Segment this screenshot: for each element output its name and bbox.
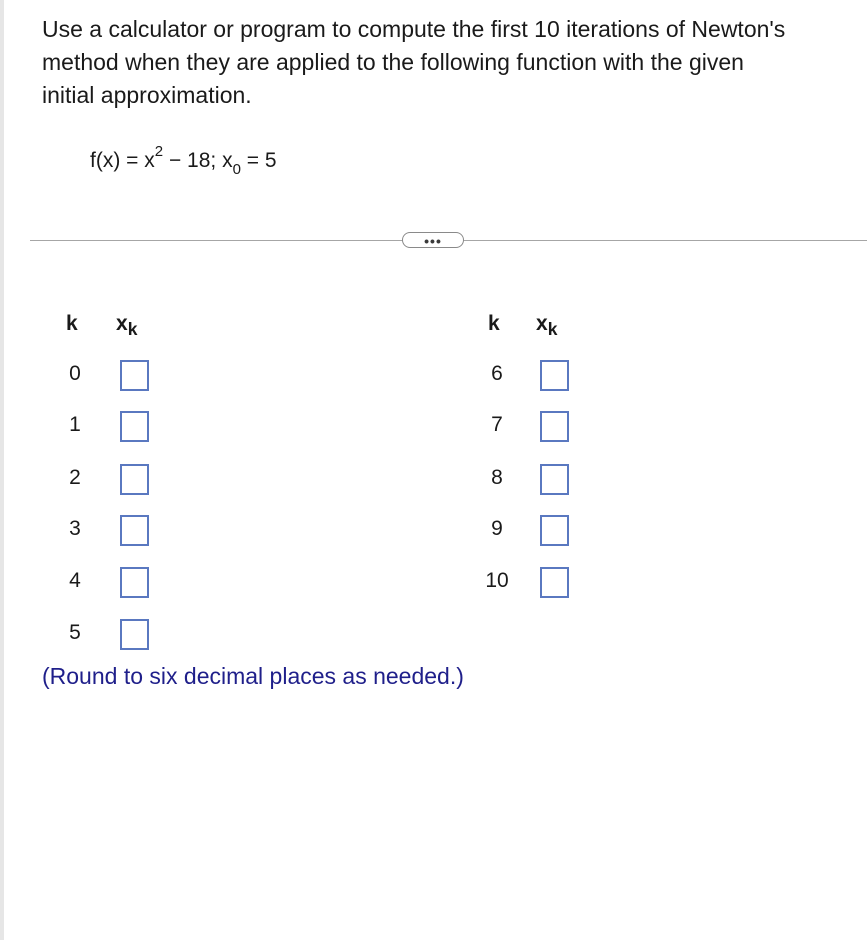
- xk-answer-input[interactable]: [120, 411, 149, 442]
- k-value: 10: [485, 569, 509, 592]
- xk-answer-input[interactable]: [120, 360, 149, 391]
- header-k-right: [488, 312, 500, 336]
- k-value: 5: [69, 621, 81, 644]
- header-x-subscript: k: [547, 319, 558, 340]
- xk-answer-input[interactable]: [120, 464, 149, 495]
- question-line: initial approximation.: [42, 82, 252, 108]
- xk-answer-input[interactable]: [540, 567, 569, 598]
- k-value: 1: [69, 413, 81, 436]
- formula-exponent: 2: [154, 143, 164, 160]
- xk-answer-input[interactable]: [540, 464, 569, 495]
- header-x-label: x: [536, 312, 548, 335]
- k-value: 2: [69, 466, 81, 489]
- rounding-hint: (Round to six decimal places as needed.): [42, 663, 464, 689]
- formula-rhs: = 5: [240, 149, 277, 172]
- function-formula: [90, 143, 277, 179]
- left-edge-strip: [0, 0, 4, 940]
- question-line: Use a calculator or program to compute the first 10 iterations of Newton's: [42, 16, 786, 42]
- k-value: 0: [69, 362, 81, 385]
- ellipsis-icon: •••: [424, 233, 442, 249]
- k-value: 7: [491, 413, 503, 436]
- xk-answer-input[interactable]: [120, 619, 149, 650]
- k-value: 6: [491, 362, 503, 385]
- header-k-label: k: [66, 312, 78, 335]
- k-value: 4: [69, 569, 81, 592]
- header-x-subscript: k: [127, 319, 138, 340]
- k-value: 3: [69, 517, 81, 540]
- header-xk-right: [536, 312, 557, 340]
- xk-answer-input[interactable]: [120, 515, 149, 546]
- k-value: 9: [491, 517, 503, 540]
- k-value: 8: [491, 466, 503, 489]
- formula-middle: − 18; x: [163, 149, 233, 172]
- xk-answer-input[interactable]: [540, 360, 569, 391]
- formula-subscript: 0: [232, 161, 241, 179]
- expand-more-button[interactable]: [402, 232, 464, 248]
- header-k-label: k: [488, 312, 500, 335]
- header-x-label: x: [116, 312, 128, 335]
- header-k-left: [66, 312, 78, 336]
- formula-lhs: f(x) = x: [90, 149, 155, 172]
- question-text: [42, 13, 867, 112]
- question-line: method when they are applied to the following function with the given: [42, 49, 744, 75]
- xk-answer-input[interactable]: [540, 515, 569, 546]
- xk-answer-input[interactable]: [540, 411, 569, 442]
- xk-answer-input[interactable]: [120, 567, 149, 598]
- header-xk-left: [116, 312, 137, 340]
